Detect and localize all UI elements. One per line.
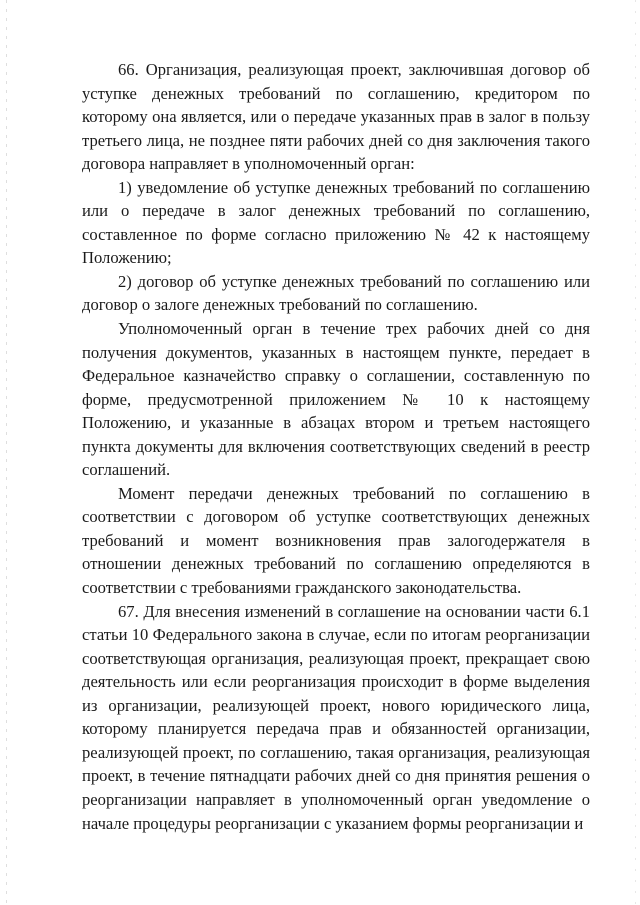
- paragraph-66-intro: 66. Организация, реализующая проект, заключившая договор об уступке денежных требований по соглашению, кредитором по которому она является, или о передаче указанных прав в залог в пользу третьего лица, не позднее пяти рабочих дней со дня заключения такого договора направляет в уполномоченный орган:: [82, 60, 590, 174]
- scan-edge-right: [635, 0, 636, 905]
- paragraph-67: 67. Для внесения изменений в соглашение на основании части 6.1 статьи 10 Федерального закона в случае, если по итогам реорганизации соответствующая организация, реализующая проект, прекращает свою деятельность или если реорганизация происходит в форме выделения из организации, реализующей проект, нового юридического лица, которому планируется передача прав и обязанностей организации, реализующей проект, по соглашению, такая организация, реализующая проект, в течение пятнадцати рабочих дней со дня принятия решения о реорганизации направляет в уполномоченный орган уведомление о начале процедуры реорганизации с указанием формы реорганизации и: [82, 601, 590, 833]
- document-body: [82, 58, 590, 835]
- scan-edge-left: [6, 0, 7, 905]
- paragraph-66-authority: Уполномоченный орган в течение трех рабочих дней со дня получения документов, указанных в настоящем пункте, передает в Федеральное казначейство справку о соглашении, составленную по форме, предусмотренной приложением № 10 к настоящему Положению, и указанные в абзацах втором и третьем настоящего пункта документы для включения соответствующих сведений в реестр соглашений.: [82, 319, 590, 480]
- paragraph-66-moment: Момент передачи денежных требований по соглашению в соответствии с договором об уступке соответствующих денежных требований и момент возникновения прав залогодержателя в отношении денежных требований по соглашению определяются в соответствии с требованиями гражданского законодательства.: [82, 483, 590, 598]
- paragraph-66-item-2: 2) договор об уступке денежных требований по соглашению или договор о залоге денежных требований по соглашению.: [82, 271, 590, 315]
- paragraph-66-item-1: 1) уведомление об уступке денежных требований по соглашению или о передаче в залог денежных требований по соглашению, составленное по форме согласно приложению № 42 к настоящему Положению;: [82, 177, 590, 268]
